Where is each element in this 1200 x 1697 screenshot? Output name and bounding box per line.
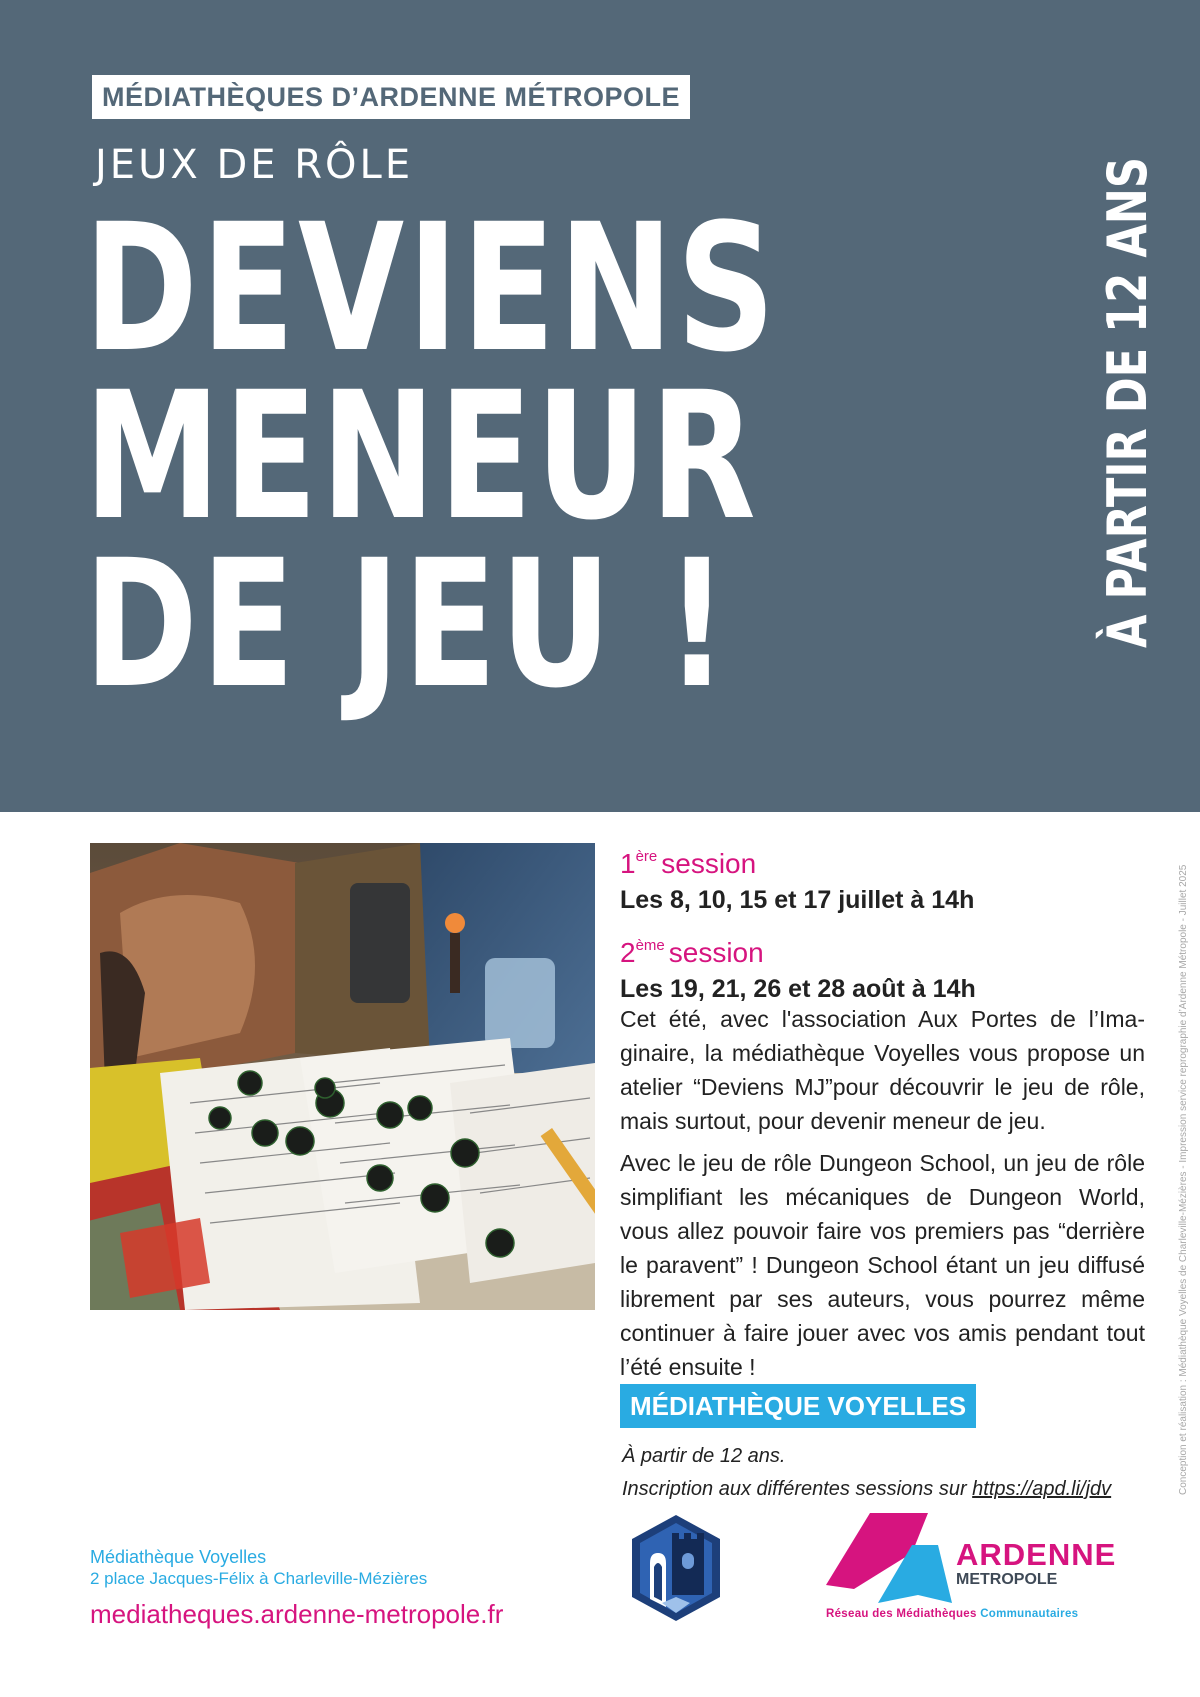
sessions-block — [620, 838, 1140, 1016]
headline-line-2: MENEUR — [84, 354, 759, 559]
photo-illustration — [90, 843, 595, 1310]
ardenne-metropole-logo — [826, 1513, 1136, 1625]
network-tagline-part-2: Communautaires — [980, 1608, 1079, 1620]
headline-line-1: DEVIENS — [84, 186, 779, 391]
venue-badge: MÉDIATHÈQUE VOYELLES — [620, 1384, 976, 1428]
notes-block — [622, 1440, 1111, 1506]
description — [620, 1002, 1145, 1392]
headline — [84, 186, 974, 727]
network-label: MÉDIATHÈQUES D’ARDENNE MÉTROPOLE — [92, 75, 690, 119]
ardenne-logo-mark — [826, 1513, 956, 1605]
session-1-dates: Les 8, 10, 15 et 17 juillet à 14h — [620, 886, 975, 914]
registration-note — [622, 1473, 1111, 1506]
kicker-title: JEUX DE RÔLE — [95, 142, 414, 188]
registration-prefix: Inscription aux différentes sessions sur — [622, 1478, 973, 1500]
session-2-dates: Les 19, 21, 26 et 28 août à 14h — [620, 975, 976, 1003]
castle-tower-icon — [628, 1513, 724, 1623]
dice-and-character-sheets-photo — [90, 843, 595, 1310]
footer-venue-address: 2 place Jacques-Félix à Charleville-Mézières — [90, 1569, 428, 1588]
session-2-title — [620, 927, 1140, 972]
footer-venue-name: Médiathèque Voyelles — [90, 1547, 267, 1567]
ardenne-wordmark: ARDENNE — [956, 1537, 1117, 1572]
header-band — [0, 0, 1200, 812]
network-tagline — [826, 1607, 1078, 1621]
registration-link[interactable]: https://apd.li/jdv — [972, 1478, 1112, 1500]
session-1-title — [620, 838, 1140, 883]
age-vertical-label: À PARTIR DE 12 ANS — [1096, 156, 1159, 648]
session-2-label: session — [668, 937, 764, 968]
description-paragraph-2: Avec le jeu de rôle Dungeon School, un jeu de rôle simplifiant les mécaniques de Dungeon World, vous allez pouvoir faire vos premiers pas “derrière le paravent” ! Dungeon School étant un jeu diffusé librement par ses auteurs, vous pourrez même continuer à faire jouer avec vos amis pendant tout l’été ensuite ! — [620, 1150, 1145, 1380]
footer-venue — [90, 1546, 427, 1590]
credits-wrapper — [1178, 864, 1192, 1495]
metropole-wordmark: METROPOLE — [956, 1571, 1058, 1588]
session-1-number: 1 — [620, 848, 636, 879]
age-vertical-wrapper — [1096, 156, 1190, 648]
session-2-number: 2 — [620, 937, 636, 968]
credits-text: Conception et réalisation : Médiathèque Voyelles de Charleville-Mézières - Impression service reprographie d’Ardenne Métropole - Juillet 2025 — [1178, 864, 1189, 1495]
network-tagline-part-1: Réseau des Médiathèques — [826, 1608, 981, 1620]
description-paragraph-1: Cet été, avec l'association Aux Portes de l’Ima-ginaire, la médiathèque Voyelles vous propose un atelier “Deviens MJ”pour découvrir le jeu de rôle, mais surtout, pour devenir meneur de jeu. — [620, 1006, 1145, 1134]
age-note: À partir de 12 ans. — [622, 1445, 786, 1467]
session-2-superscript: ème — [635, 937, 665, 954]
headline-line-3: DE JEU ! — [84, 522, 732, 727]
session-1-superscript: ère — [635, 848, 658, 865]
castle-tower-icon-svg — [628, 1513, 724, 1623]
footer-website[interactable]: mediatheques.ardenne-metropole.fr — [90, 1599, 504, 1629]
session-1-label: session — [661, 848, 757, 879]
